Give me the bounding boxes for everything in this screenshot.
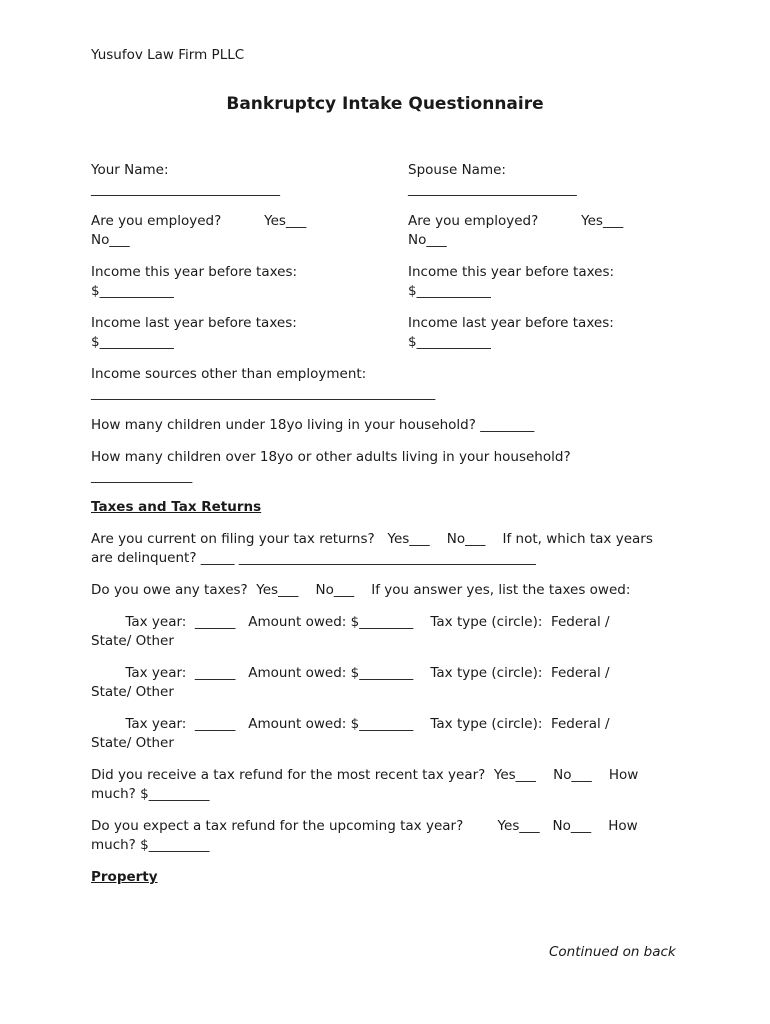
spouse-name-field[interactable]: _________________________ (408, 181, 577, 197)
upcoming-refund-amount-field[interactable]: much? $_________ (91, 837, 210, 853)
recent-refund-question[interactable]: Did you receive a tax refund for the most recent tax year? Yes___ No___ How (91, 767, 639, 783)
spouse-employed-question[interactable]: Are you employed? Yes___ (408, 213, 624, 229)
children-over-18-question: How many children over 18yo or other adults living in your household? (91, 449, 571, 465)
upcoming-refund-question[interactable]: Do you expect a tax refund for the upcoming tax year? Yes___ No___ How (91, 818, 638, 834)
property-section-heading: Property (91, 869, 158, 885)
firm-name: Yusufov Law Firm PLLC (91, 47, 245, 63)
children-over-18-field[interactable]: _______________ (91, 468, 193, 484)
tax-owed-row-1[interactable]: Tax year: ______ Amount owed: $________ Tax type (circle): Federal / (91, 614, 610, 630)
tax-owed-row-3[interactable]: Tax year: ______ Amount owed: $________ Tax type (circle): Federal / (91, 716, 610, 732)
spouse-income-this-year-label: Income this year before taxes: (408, 264, 615, 280)
your-income-last-year-label: Income last year before taxes: (91, 315, 297, 331)
tax-owed-row-3-type[interactable]: State/ Other (91, 735, 174, 751)
spouse-income-last-year-field[interactable]: $___________ (408, 334, 491, 350)
spouse-employed-no[interactable]: No___ (408, 232, 447, 248)
owe-taxes-question[interactable]: Do you owe any taxes? Yes___ No___ If you answer yes, list the taxes owed: (91, 582, 631, 598)
tax-owed-row-1-type[interactable]: State/ Other (91, 633, 174, 649)
tax-filing-question[interactable]: Are you current on filing your tax returns? Yes___ No___ If not, which tax years (91, 531, 653, 547)
children-under-18-question[interactable]: How many children under 18yo living in your household? ________ (91, 417, 535, 433)
you-employed-no[interactable]: No___ (91, 232, 130, 248)
page-title: Bankruptcy Intake Questionnaire (226, 94, 544, 114)
continued-note: Continued on back (549, 944, 676, 960)
tax-delinquent-years-field[interactable]: are delinquent? _____ ____________________________________________ (91, 550, 536, 566)
tax-owed-row-2-type[interactable]: State/ Other (91, 684, 174, 700)
your-income-last-year-field[interactable]: $___________ (91, 334, 174, 350)
you-employed-question[interactable]: Are you employed? Yes___ (91, 213, 307, 229)
other-income-field[interactable]: ___________________________________________________ (91, 385, 436, 401)
your-name-label: Your Name: (91, 162, 169, 178)
taxes-section-heading: Taxes and Tax Returns (91, 499, 262, 515)
tax-owed-row-2[interactable]: Tax year: ______ Amount owed: $________ Tax type (circle): Federal / (91, 665, 610, 681)
spouse-income-last-year-label: Income last year before taxes: (408, 315, 614, 331)
recent-refund-amount-field[interactable]: much? $_________ (91, 786, 210, 802)
your-income-this-year-label: Income this year before taxes: (91, 264, 298, 280)
spouse-income-this-year-field[interactable]: $___________ (408, 283, 491, 299)
your-name-field[interactable]: ____________________________ (91, 181, 280, 197)
spouse-name-label: Spouse Name: (408, 162, 506, 178)
your-income-this-year-field[interactable]: $___________ (91, 283, 174, 299)
other-income-label: Income sources other than employment: (91, 366, 367, 382)
